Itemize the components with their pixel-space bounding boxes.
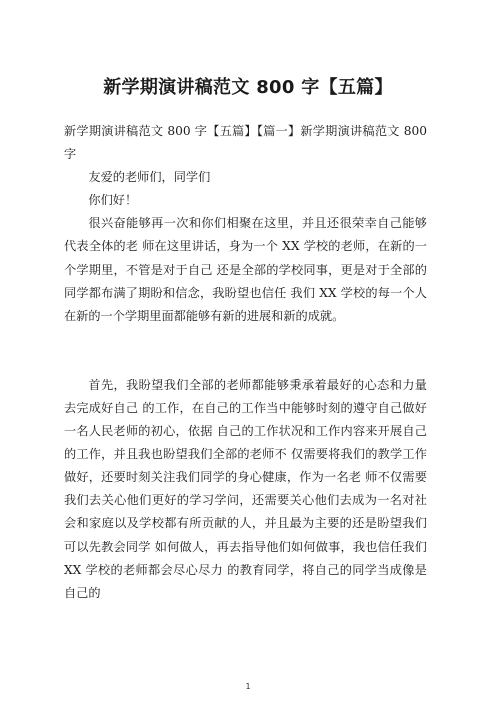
paragraph-first-point: 首先，我盼望我们全部的老师都能够秉承着最好的心态和力量去完成好自己 的工作，在自己的工作当中能够时刻的遵守自己做好一名人民老师的初心，依据 自己的工作状况和工作内容来开展自己的工作，并且我也盼望我们全部的老师不 仅需要将我们的教学工作做好，还要时刻关注我们同学的身心健康，作为一名老 师不仅需要我们去关心他们更好的学习学问，还需要关心他们去成为一名对社会和家庭以及学校都有所贡献的人，并且最为主要的还是盼望我们可以先教会同学 如何做人，再去指导他们如何做事，我也信任我们 XX 学校的老师都会尽心尽力 的教育同学，将自己的同学当成像是自己的 [64,377,427,600]
paragraph-hello: 你们好！ [88,193,138,208]
document-title: 新学期演讲稿范文 800 字【五篇】 [103,77,393,98]
paragraph-intro: 很兴奋能够再一次和你们相聚在这里，并且还很荣幸自己能够代表全体的老 师在这里讲话，身为一个 XX 学校的老师，在新的一个学期里，不管是对于自己 还是全部的学校同事，更是对于全部的同学都布满了期盼和信念，我盼望也信任 我们 XX 学校的每一个人在新的一个学期里面都能够有新的进展和新的成就。 [64,216,427,323]
page-number: 1 [245,682,251,691]
paragraph-heading-line: 新学期演讲稿范文 800 字【五篇】【篇一】新学期演讲稿范文 800 字 [64,124,427,162]
document-body [64,120,427,605]
paragraph-greeting: 友爱的老师们，同学们 [88,170,211,185]
